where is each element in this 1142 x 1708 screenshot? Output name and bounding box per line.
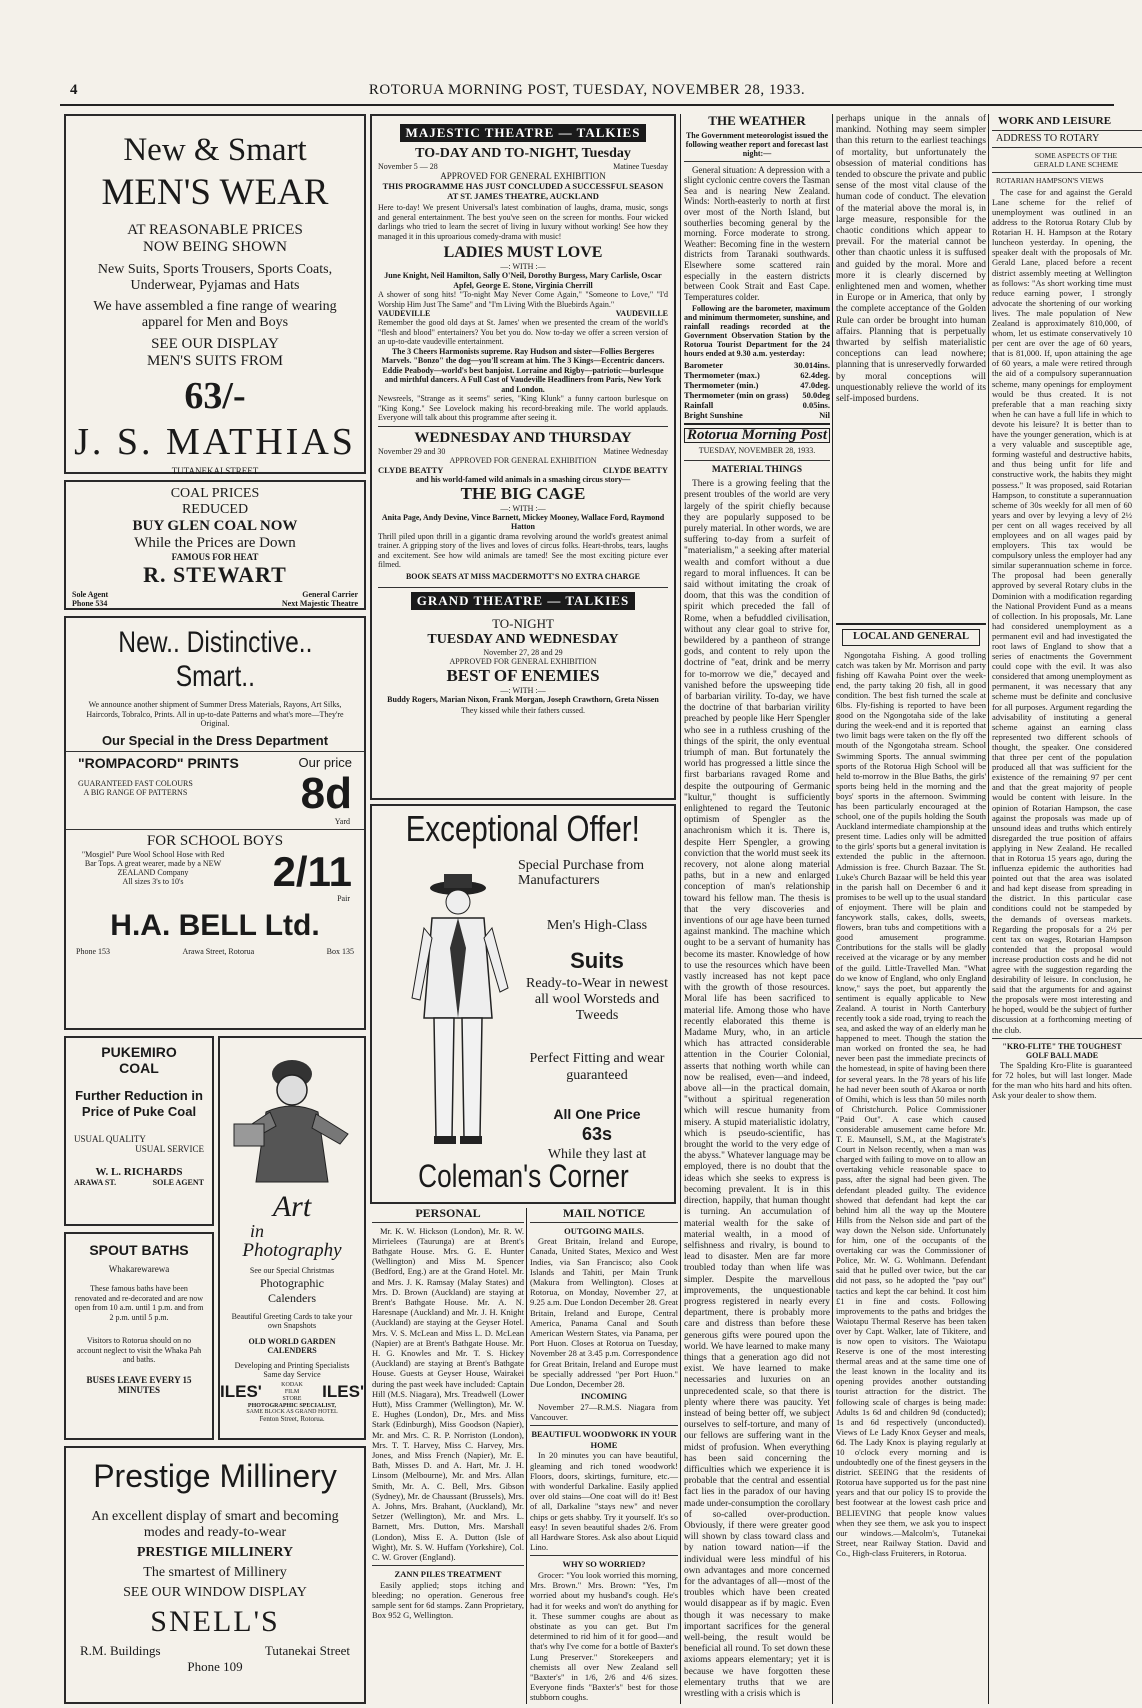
ad-bell-our-price: Our price <box>298 754 352 770</box>
ad-mathias-name: J. S. MATHIAS <box>74 421 356 463</box>
ad-spout-baths <box>64 1232 214 1440</box>
page-number: 4 <box>70 82 78 98</box>
ad-mathias-line2: MEN'S WEAR <box>101 172 329 213</box>
weather-row-value: 50.0deg <box>802 390 830 401</box>
editorial-date: TUESDAY, NOVEMBER 28, 1933. <box>698 445 816 455</box>
grand-l2: TUESDAY AND WEDNESDAY <box>427 631 619 647</box>
ad-richards <box>64 1036 214 1226</box>
ad-bell-price-row <box>78 768 352 818</box>
majestic-dates-row <box>378 162 668 171</box>
ad-bell-price2: 2/11 <box>272 847 352 895</box>
weather-row-value: 47.0deg. <box>800 380 830 391</box>
ad-bell-hose-row <box>78 847 352 895</box>
ad-bell-range: A BIG RANGE OF PATTERNS <box>83 787 188 797</box>
weather-row-label: Thermometer (max.) <box>684 370 760 381</box>
ad-spout-sub: Whakarewarewa <box>108 1264 170 1274</box>
majestic-blurb2: Thrill piled upon thrill in a gigantic drama revolving around the world's greatest animal trainer. A gripping story of the lives and loves of circus folks. Heart-throbs, tears, laughs and excitement. See how wild animals are tamed! See the most exciting picture ever filmed. <box>378 531 668 569</box>
work-sub2: SOME ASPECTS OF THE GERALD LANE SCHEME <box>1033 151 1119 170</box>
majestic-bar <box>378 124 668 142</box>
ad-iles-l7: Same day Service <box>263 1370 321 1379</box>
ad-majestic-theatre <box>370 114 676 800</box>
ad-stewart-line5: FAMOUS FOR HEAT <box>171 552 259 562</box>
worried-body: Grocer: "You look worried this morning, Mrs. Brown." Mrs. Brown: "Yes, I'm worried about my husband's cough. He's had it for weeks and won't do anything for it. These summer coughs are about as obstinate as you can get. But I'm determined to rid him of it for good—and that's why I've come for a bottle of Baxter's Lung Preserver." Storekeepers and chemists all over New Zealand sell "Baxter's" in 1/6, 2/6 and 4/6 sizes. Everyone finds "Baxter's" best for those stubborn coughs. <box>530 1570 678 1703</box>
ad-bell-yard: Yard <box>334 816 350 826</box>
majestic-beatty-right: CLYDE BEATTY <box>602 464 668 475</box>
ad-mathias-line3: AT REASONABLE PRICES <box>127 222 303 238</box>
personal-body: Mr. K. W. Hickson (London), Mr. R. W. Mirrielees (Taurunga) are at Brent's Bathgate House. Mrs. G. E. Hunter (Wellington) and Miss M. Spencer (Bedford, Eng.) are at the Grand Hotel. Mr. and Mrs. J. K. Ramsay (Malay States) and Mrs. D. Brown (Auckland) are staying at Brent's Bathgate House. Mr. A. N. Haresnape (Auckland) and Mr. J. H. Knight (Auckland) are staying at the Geyser Hotel. Mrs. V. S. McLean and Miss L. D. McLean (Napier) are at Brent's Bathgate House. Mr. H. G. Knowles and Mr. T. S. Hickey (Auckland) are staying at Brent's Bathgate House. Guests at Geyser House, Wairakei during the past week have included: Captain Hill (M.S. Niagara), Mrs. Treadwell (Lower Hutt), Miss Crammer (Wellington), Mr. W. E. Hughes (London), Dr., Mrs. and Miss Stark (Edinburgh), Miss Goodson (Napier), Mr. and Mrs. C. R. P. Norriston (London), Mrs. T. T. Harvey, Miss C. Harvey, Mrs. Jones, and Miss French (Napier), Mr. E. Bath, Misses D. and A. Hart, Mr. J. H. Linsom (Melbourne), Mr. and Mrs. Allan Smith, Mr. A. C. Bell, Mrs. Gibson (Sydney), Mr. de Chaussant (Brussels), Mrs. A. Johns, Mrs. Brahant, (Auckland), Mr. Setzer (Wellington), Mr. and Mrs. L. Barnett, Mrs. Dutton, Mrs. Marshall (London), Miss E. A. Dutton (Isle of Wight), Mr. S. W. Huffam (Yorkshire), Col. C. W. Grover (England). <box>372 1225 524 1563</box>
ad-snell-l1: An excellent display of smart and becoming modes and ready-to-wear <box>91 1509 339 1540</box>
ad-snell-footer <box>80 1643 350 1659</box>
weather-row <box>684 400 830 410</box>
ad-snell-h: Prestige Millinery <box>93 1458 337 1494</box>
mail-body: Great Britain, Ireland and Europe, Canada, United States, Mexico and West Indies, via San Francisco; also Cook Islands and Tahiti, per Main Trunk (Makura from Wellington). Closes at Rotorua, on Monday, November 27, at 9.25 a.m. Due London December 28. Great Britain, Ireland and Europe, Central America, Panama Canal and South American Western States, via Panama, per Port Huon. Closes at Rotorua on Tuesday, November 28 at 3.45 p.m. Correspondence for Great Britain, Ireland and Europe must be specially addressed "per Port Huon." Due London, December 28. <box>530 1236 678 1390</box>
majestic-news: Newsreels, "Strange as it seems" series, "King Klunk" a funny cartoon burlesque on "King Kong." See Lovelock making his record-breaking mile. The world applauds. Everyone will talk about this programme after seeing it. <box>378 394 668 422</box>
weather-row <box>684 410 830 420</box>
ad-iles-spec: PHOTOGRAPHIC SPECIALIST, <box>247 1402 337 1409</box>
mail-heading: MAIL NOTICE <box>562 1206 646 1220</box>
majestic-songs: A shower of song hits! "To-night May Never Come Again," "Someone to Love," "I'd Worship Him Just The Same" and "I'm Living With the Bluebirds Again." <box>378 290 668 309</box>
ad-bell <box>64 616 366 1030</box>
masthead <box>60 78 1114 104</box>
coleman-l3: Ready-to-Wear in newest all wool Worsteds and Tweeds <box>526 976 668 1023</box>
personal-column <box>372 1208 524 1704</box>
ad-mathias-line1: New & Smart <box>123 132 307 168</box>
coleman-h-text: Exceptional Offer! <box>405 808 641 849</box>
majestic-wed-row <box>378 447 668 456</box>
weather-row-label: Barometer <box>684 360 724 371</box>
ad-iles-name-right: ILES' <box>322 1382 364 1401</box>
ad-snell-l2: PRESTIGE MILLINERY <box>136 1545 294 1560</box>
ad-richards-l5: USUAL SERVICE <box>135 1144 204 1154</box>
coleman-suits: Suits <box>570 948 624 973</box>
majestic-beatty-left: CLYDE BEATTY <box>378 464 444 475</box>
ad-bell-box: Box 135 <box>326 946 354 956</box>
majestic-blurb: Here to-day! We present Universal's latest combination of laughs, drama, music, songs and general entertainment. The best you've seen on the screen for months. Four wicked darlings who tried to learn the secret of living in luxury without working! See how they managed it in this uproarious comedy-drama with music! <box>378 203 668 241</box>
weather-table <box>684 360 830 420</box>
ad-mathias-street: TUTANEKAI STREET <box>171 466 259 476</box>
photographer-illustration <box>220 1042 364 1192</box>
majestic-with: —: WITH :— <box>500 262 546 271</box>
ad-bell-street: Arawa Street, Rotorua <box>182 946 255 956</box>
local-heading: LOCAL AND GENERAL <box>842 629 980 646</box>
weather-intro: The Government meteorologist issued the following weather report and forecast last night:— <box>685 130 829 158</box>
ad-bell-body: We announce another shipment of Summer Dress Materials, Rayons, Art Silks, Haircords, Tobralco, Prints. All in up-to-date Patterns and what's more—They're Original. <box>86 700 344 728</box>
majestic-beatty-line: and his world-famed wild animals in a smashing circus story— <box>415 474 631 484</box>
coleman-price: 63s <box>581 1124 613 1144</box>
grand-bar <box>378 592 668 610</box>
ad-mathias-line4: NOW BEING SHOWN <box>143 239 287 255</box>
majestic-vaud-right: VAUDEVILLE <box>615 309 668 318</box>
weather-row-label: Bright Sunshine <box>684 410 743 421</box>
ad-bell-h1 <box>66 626 364 660</box>
weather-body: General situation: A depression with a slight cyclonic centre covers the Tasman Sea and is nearing New Zealand. Winds: North-easterly to north at first over most of the North Island, but southerlies becoming general by the morning. Force moderate to strong. Weather: Becoming fine in the western districts from Taranaki southwards. Elsewhere some scattered rain especially in the eastern districts between Cook Strait and East Cape. Temperatures colder. <box>684 164 830 302</box>
ad-richards-l4: USUAL QUALITY <box>74 1134 146 1144</box>
majestic-beatty-row <box>378 465 668 475</box>
ad-richards-l2: COAL <box>119 1060 159 1076</box>
ad-iles-l6: Developing and Printing Specialists <box>234 1360 350 1370</box>
local-column <box>836 114 986 1704</box>
majestic-vaud-blurb: Remember the good old days at St. James' when we presented the cream of the world's "flesh and blood" entertainers? You bet you do. Now to-day we offer a screen version of an up-to-date vaudeville entertainment. <box>378 318 668 346</box>
ad-iles <box>218 1036 366 1440</box>
ad-snell-l4: SEE OUR WINDOW DISPLAY <box>123 1585 307 1600</box>
ad-bell-boys: FOR SCHOOL BOYS <box>146 832 284 849</box>
ad-bell-special: Our Special in the Dress Department <box>101 732 329 748</box>
majestic-today: TO-DAY AND TO-NIGHT, Tuesday <box>415 146 631 161</box>
ad-richards-footer <box>74 1178 204 1187</box>
ad-bell-h2-text: Smart.. <box>175 660 255 693</box>
majestic-wed-dates: November 29 and 30 <box>378 446 446 456</box>
ad-bell-rompacord: "ROMPACORD" PRINTS <box>78 754 239 771</box>
ad-iles-l1: See our Special Christmas <box>249 1266 335 1275</box>
majestic-approved2: APPROVED FOR GENERAL EXHIBITION <box>449 455 597 465</box>
zann-heading: ZANN PILES TREATMENT <box>394 1569 502 1580</box>
weather-row-value: 0.05ins. <box>802 400 830 411</box>
majestic-wed: WEDNESDAY AND THURSDAY <box>414 429 632 446</box>
ad-richards-l1: PUKEMIRO <box>101 1044 177 1060</box>
ad-bell-guar: GUARANTEED FAST COLOURS <box>78 778 193 788</box>
weather-obs: Following are the barometer, maximum and minimum thermometer, sunshine, and rainfall readings recorded at the Government Observation Station by the Rotorua Tourist Department for the 24 hours ended at 9.30 a.m. yesterday: <box>684 304 830 359</box>
masthead-rule <box>60 104 1114 106</box>
ad-bell-hose-block <box>78 850 228 894</box>
weather-row-label: Thermometer (min on grass) <box>684 390 789 401</box>
mail-incoming-body: November 27—R.M.S. Niagara from Vancouver. <box>530 1401 678 1423</box>
man-in-suit-illustration <box>398 868 518 1148</box>
ad-bell-guar-block <box>78 779 193 817</box>
editorial-continued: perhaps unique in the annals of mankind. Nothing may seem simpler than this return to the earliest teachings of mortality, but unfortunately the obsession of material conditions has tended to obscure the private and public sense of the most vital clause of the human code of conduct. The elevation of the material above the moral is, in large measure, responsible for the chaotic conditions which appear to prevail. For the material cannot be other than chaotic unless it is suffused and guided by the moral. More and more it is clearly discerned by enlightened men and women, whether in Europe or in America, that only by the complete acceptance of the Golden Rule can order be brought into human affairs. Planning that is perpetually thwarted by selfish materialistic conceptions can lead nowhere; planning that is unreservedly forwarded by moral conceptions will unquestionably relieve the world of its self-imposed burdens. <box>836 114 986 405</box>
ad-bell-footer <box>76 947 354 956</box>
majestic-bar-text: MAJESTIC THEATRE — TALKIES <box>400 124 647 142</box>
ad-snell-right: Tutanekai Street <box>264 1643 350 1658</box>
editorial-flag: Rotorua Morning Post <box>684 428 830 443</box>
ad-stewart-line2: REDUCED <box>181 502 249 517</box>
ad-stewart-footer2 <box>72 599 358 608</box>
ad-mathias-line6: We have assembled a fine range of wearing apparel for Men and Boys <box>93 299 337 330</box>
majestic-acts: The 3 Cheers Harmonists supreme. Ray Hudson and sister—Follies Bergeres Marvels. "Bonzo" the dog—you'll scream at him. The 3 Kings—Eccentric dancers. Eddie Peabody—world's best banjoist. Lorraine and Rigby—patriotic—burlesque and mirthful dancers. A Full Cast of Vaudeville Headliners from Paris, New York and London. <box>381 346 665 394</box>
coleman-l6: While they last at <box>547 1147 647 1162</box>
ad-iles-l3: Calenders <box>268 1290 316 1305</box>
majestic-book: BOOK SEATS AT MISS MACDERMOTT'S NO EXTRA CHARGE <box>405 571 641 581</box>
ad-stewart-left: Sole Agent <box>72 590 109 599</box>
majestic-mat: Matinee Tuesday <box>613 162 668 171</box>
majestic-approved: APPROVED FOR GENERAL EXHIBITION <box>440 171 606 181</box>
ad-mathias-line7: SEE OUR DISPLAY <box>151 336 279 352</box>
ad-snell-l3: The smartest of Millinery <box>143 1565 287 1580</box>
ad-iles-addr2: Fenton Street, Rotorua. <box>259 1414 325 1423</box>
coleman-l4: Perfect Fitting and wear guaranteed <box>529 1051 665 1083</box>
personal-heading: PERSONAL <box>415 1206 481 1220</box>
masthead-title: ROTORUA MORNING POST, TUESDAY, NOVEMBER 28, 1933. <box>368 82 806 98</box>
ad-bell-price1: 8d <box>300 768 352 818</box>
ad-bell-sizes: All sizes 3's to 10's <box>122 876 184 886</box>
coleman-name <box>372 1158 674 1195</box>
coleman-l1: Special Purchase from Manufacturers <box>518 858 644 888</box>
grand-with: —: WITH :— <box>500 685 546 695</box>
grand-tag: They kissed while their fathers cussed. <box>461 706 585 715</box>
majestic-dates: November 5 — 28 <box>378 162 438 171</box>
work-sub: ADDRESS TO ROTARY <box>996 132 1100 144</box>
coleman-h <box>372 808 674 850</box>
coleman-l2: Men's High-Class <box>546 918 648 933</box>
ad-iles-name-row <box>220 1382 364 1403</box>
ad-spout-bus: BUSES LEAVE EVERY 15 MINUTES <box>86 1374 192 1395</box>
weather-row-value: 30.014ins. <box>794 360 830 371</box>
ad-stewart-line4: While the Prices are Down <box>134 535 296 551</box>
weather-row <box>684 360 830 370</box>
ad-spout-h: SPOUT BATHS <box>89 1242 189 1258</box>
ad-mathias-line8: MEN'S SUITS FROM <box>146 353 284 369</box>
grand-approved: APPROVED FOR GENERAL EXHIBITION <box>449 656 597 666</box>
kro-heading: "KRO-FLITE" THE TOUGHEST GOLF BALL MADE <box>1002 1041 1122 1060</box>
ad-mathias <box>64 114 366 474</box>
ad-iles-in: in <box>250 1221 265 1241</box>
majestic-with2: —: WITH :— <box>500 503 546 513</box>
work-sub3: ROTARIAN HAMPSON'S VIEWS <box>996 176 1104 186</box>
woodwork-body: In 20 minutes you can have beautiful, gleaming and rich toned woodwork! Floors, doors, skirtings, furniture, etc.—with wonderful Darkaline. Easily applied over old stains—One coat will do it! Best of all, Darkaline "stays new" and never chips or gets shabby. Try it yourself. It's so easy! In seven beautiful shades 2/6. From all Hardware Stores. Ask also about Liquid Lino. <box>530 1450 678 1553</box>
weather-row-label: Thermometer (min.) <box>684 380 759 391</box>
editorial-body: There is a growing feeling that the present troubles of the world are very largely of the spirit chiefly because they are popularly supposed to be purely material. In other words, we are suffering to-day from a surfeit of "materialism," a seeking after material wealth and comfort without a due regard to moral influences. It can be said without imitating the croak of doom, that this was the condition of spirit which preceded the fall of Rome, when a befuddled civilisation, without any clear goal to strive for, bewildered by a pantheon of strange gods, and content to rely upon the doctrine of "eat, drink and be merry for to-morrow we die," decayed and vanished before the upsweeping tide of barbarian virility. To-day, we have the doctrine of that barbarian virility preached by people like Herr Spengler who see in a ruthless crushing of the things of the spirit, the only eventual triumph of man. But fortunately the world has progressed a little since the first barbarians ravaged Rome and despite the outpouring of Germanic "kultur," thought is sufficiently enlightened to regard the Teutonic optimism of Spengler as the anachronism which it is. There is, despite Herr Spengler, a growing conviction that the world must seek its recovery, not alone along material paths, but in a new and enlarged conception of man's relationship toward his fellow man. The thesis is that the very discoveries and inventions of our age have been turned against mankind. The machine which ought to be a servant of humanity has become its master. Knowledge of how to use the resources which have been vastly increased has not kept pace with the growth of those resources. Moral life has been sacrificed to material life. Among those who have recently elaborated this theme is Madame Mury, who, in an article which has attracted considerable attention in the Courier Colonial, asserts that nothing worth while can now be realised, even—and indeed, above all—in the practical domain, "without a spiritual regeneration which will rescue humanity from misery. A stupid materialistic idolatry, which is pseudo-scientific, has brought the world to the very edge of the abyss." Whatever language may be employed, there is no doubt that the ideas which she seeks to express is becoming prevalent. It is in this direction, happily, that human thought is turning. An accumulation of material wealth for the sake of material wealth, in a mood of selfishness and rivalry, is bound to lead to disaster. Men are far more troubled today than when life was simpler. Despite the marvellous improvements, the unquestionable progress registered in nearly every department, there is probably more care and distress than before these generous gifts were poured upon the world. We have learned to make many things that a generation ago did not exist. We have learned to make necessaries and luxuries on an unprecedented scale, so that there is plenty where there was paucity. Yet instead of being better off, we subject ourselves to self-torture, and many of our fellows are suffering want in the midst of profusion. When everything has been said concerning the difficulties which we experience it is probable that the central and essential fact lies in the paradox of our having made under-consumption the corollary of so-called over-production. Obviously, if there were greater good will shown by class toward class and by nation toward nation—if the individual were less mindful of his own advantages and more concerned for the advantages of all—most of the troubles which have been created would disappear as if by magic. Even though it was necessary to make important sacrifices for the general well-being, the result would be beneficial all round. To set down these axioms appears elementary; yet it is because we have forgotten these elementary truths that we are wrestling with a crisis which is <box>684 479 830 1700</box>
ad-bell-h1-text: New.. Distinctive.. <box>117 626 313 659</box>
ad-mathias-line5: New Suits, Sports Trousers, Sports Coats, Underwear, Pyjamas and Hats <box>97 262 333 293</box>
ad-stewart-name: R. STEWART <box>143 562 287 587</box>
majestic-vaud-left: VAUDEVILLE <box>378 309 431 318</box>
grand-cast: Buddy Rogers, Marian Nixon, Frank Morgan, Joseph Crawthorn, Greta Nissen <box>387 694 659 704</box>
weather-row-value: Nil <box>819 410 830 421</box>
ad-iles-l4: Beautiful Greeting Cards to take your own Snapshots <box>231 1311 353 1330</box>
ad-bell-phone: Phone 153 <box>76 946 110 956</box>
majestic-cast2: Anita Page, Andy Devine, Vince Barnett, Mickey Mooney, Wallace Ford, Raymond Hatton <box>381 512 665 531</box>
mail-incoming: INCOMING <box>580 1391 628 1402</box>
ad-iles-art: Art <box>272 1190 312 1223</box>
ad-richards-st: ARAWA ST. <box>74 1178 117 1187</box>
ad-stewart-phone: Phone 534 <box>72 599 108 608</box>
ad-stewart-next: Next Majestic Theatre <box>281 599 358 608</box>
ad-snell-left: R.M. Buildings <box>80 1643 161 1658</box>
local-body: Ngongotaha Fishing. A good trolling catch was taken by Mr. Morrison and party fishing off Kawaha Point over the week-end, the party taking 20 fish, all in good condition. The best fish turned the scale at 6lbs. Fly-fishing is reported to have been good on the Ngongotaha side of the lake during the week-end and it is reported that two limit bags were taken on the fly off the mouth of the Ngongotaha stream. School Swimming Sports. The annual swimming sports of the Rotorua High School will be held to-morrow in the Blue Baths, the girls' sports being held in the morning and the boys' sports in the afternoon. Swimming has been particularly encouraged at the school, one of the pupils holding the South Auckland intermediate championship at the present time. Ladies only will be admitted to the girls' sports but a general invitation is extended the public in the afternoon. Admission is free. Church Bazaar. The St. Luke's Church Bazaar will be held this year in the parish hall on December 6 and it promises to be well up to the usual standard of enjoyment. There will be plain and fancywork stalls, cakes, dolls, sweets, flowers, bran tubs and competitions with a good amusement programme. Contributions for the stalls will be gladly received at the vicarage or by any member of the guild. Little-Travelled Man. "What do we know of England, who only England know," says the poet, but apparently the sentiment is equally applicable to New Zealand. A tourist in North Canterbury recently took a side road, trying to reach the sea, and asked the way of an elderly man he happened to meet. Though the station the man worked on fronted the sea, he had never been past the immediate precincts of the homestead, in spite of having been there for several years. In the 78 years of his life he had never been south of Akaroa or north of Omihi, which is less than 50 miles north of Christchurch. Police Commissioner "Paid Out". A case which caused considerable amusement came before Mr. T. E. Maunsell, S.M., at the Magistrate's Court in Nelson recently, when a man was charged with failing to move on to allow an overtaking vehicle reasonable space to pass, after the signal had been given. The defendant pleaded guilty. The evidence showed that defendant had kept the car behind him all the way up the Moutere Hills from the Nelson side and part of the way down the Nelson side. Unfortunately for him, one of the occupants of the overtaking car was the Commissioner of Police, Mr. W. G. Wohlmann. Defendant said that he pulled over twice, but the car did not pass, so he adopted the "pay out" tactics and kept the car behind. It cost him £1 in fine and costs. Following improvements to the paths and bridges the Waiotapu Thermal Reserve has been taken over by Capt. Walker, late of Tikitere, and is now open to visitors. The Waiotapu Reserve is one of the most interesting thermal areas and at the same time one of the least known in the locality and its opening provides another outstanding tourist attraction for the district. The following scale of charges is being made: Adults 1s 6d and children 9d (conducted); 1s and 6d respectively (unconducted). Views of Le Lady Knox Geyser and meals, 6d. The Lady Knox is playing regularly at 10 o'clock every morning and is undoubtedly one of the finest geysers in the district. SEEING that the residents of Rotorua have supported us for the past nine years and that our policy IS to provide the best footwear at the lowest cash price and BELIEVING that people know values when they see them, we ask you to inspect our windows.—Malcolm's, Tutanekai Street, near Railway Station. David and Co., High-class Fruiterers, in Rotorua. <box>836 649 986 1558</box>
ad-mathias-price: 63/- <box>184 375 246 417</box>
majestic-vaud-row <box>378 309 668 318</box>
grand-bar-text: GRAND THEATRE — TALKIES <box>411 592 635 610</box>
ad-stewart-right: General Carrier <box>302 590 358 599</box>
ad-stewart-line1: COAL PRICES <box>170 486 260 501</box>
editorial-column <box>684 114 830 1704</box>
work-leisure-column <box>992 114 1132 1704</box>
ad-stewart-line3: BUY GLEN COAL NOW <box>132 518 298 534</box>
majestic-cast: June Knight, Neil Hamilton, Sally O'Neil, Dorothy Burgess, Mary Carlisle, Oscar Apfel, George E. Stone, Virginia Cherrill <box>384 271 662 290</box>
grand-title: BEST OF ENEMIES <box>446 665 600 685</box>
ad-iles-photo: Photography <box>242 1240 342 1261</box>
ad-iles-addr: SAME BLOCK AS GRAND HOTEL <box>246 1408 338 1415</box>
coleman-name-text: Coleman's Corner <box>417 1158 629 1194</box>
majestic-title: LADIES MUST LOVE <box>443 244 603 261</box>
ad-snell <box>64 1446 366 1704</box>
ad-snell-name: SNELL'S <box>150 1605 280 1638</box>
ad-iles-l2: Photographic <box>260 1275 324 1290</box>
ad-spout-vis: Visitors to Rotorua should on no account neglect to visit the Whaka Pah and baths. <box>76 1336 202 1364</box>
ad-bell-mosgiel: "Mosgiel" Pure Wool School Hose with Red Bar Tops. A great wearer, made by a NEW ZEALAND Company <box>81 849 225 877</box>
ad-bell-pair: Pair <box>337 893 350 903</box>
work-heading: WORK AND LEISURE <box>998 115 1112 127</box>
grand-dates: November 27, 28 and 29 <box>483 647 563 657</box>
weather-row <box>684 390 830 400</box>
weather-row-value: 62.4deg. <box>800 370 830 381</box>
ad-coleman <box>370 804 676 1204</box>
mail-outgoing: OUTGOING MAILS. <box>564 1225 644 1236</box>
ad-richards-name: W. L. RICHARDS <box>95 1166 183 1178</box>
ad-stewart-footer <box>72 590 358 599</box>
woodwork-heading: BEAUTIFUL WOODWORK IN YOUR HOME <box>531 1429 677 1450</box>
kro-body: The Spalding Kro-Flite is guaranteed for 72 holes, but will last longer. Made for the man who hits hard and hits often. Ask your dealer to show them. <box>992 1059 1132 1100</box>
majestic-title2: THE BIG CAGE <box>460 483 586 503</box>
weather-row <box>684 380 830 390</box>
editorial-heading: MATERIAL THINGS <box>711 464 803 475</box>
work-body: The case for and against the Gerald Lane scheme for the relief of unemployment was outlined in an address to the Rotorua Rotary Club by Rotarian H. H. Hampson at the Rotary luncheon yesterday. In opening, the speaker dealt with the proposals of Mr. Gerald Lane, placed before a recent district assembly meeting at Wellington as follows: "As short working time must reduce earning power, I strongly advocate the shortening of our working lives. The male population of New Zealand is approximately 810,000, of whom, let us estimate conservatively 10 per cent are over the age of 60 years, that is 81,000. If, upon attaining the age of 60 years, a male were retired through the aid of a compulsory superannuation scheme, many openings for employment would be thus created. It is not preferable that a man reaching sixty when he can have a full life in which to devote his leisure? It is better than to have the younger generation, which is at a very valuable and susceptible age, forming wasteful and destructive habits, and thus being unfit for life and constructive work, the habits they might possess." It was proposed, said Rotarian Hampson, to constitute a superannuation scheme of 30s weekly for all men of 60 years and over by levying a levy of 2½ per cent on all wages received by all employees and on all wages paid by employers. This tax would be compulsory unless the employer had any similar superannuation scheme in force. The proposal had been generally approved by several Rotary clubs in the Dominion with a modification regarding the National Provident Fund as a means of collection. In his proposals, Mr. Lane had considered unemployment as a permanent evil and had investigated the root laws of England to show that a series of enactments the Government could cope with the evil. It was also considered that among unemployment as permanent, it was necessary that any scheme must be definite and conclusive for all purposes. Argument regarding the advisability of instituting a general scheme against an earning class represented two different schools of thought, the speaker. One considered that three per cent of the population produced all that was sufficient for the existence of the remaining 97 per cent and that the great majority of people would be content with leisure. In the opinion of Rotarian Hampson, the case against the proposals was made up of unsound ideas and truths which entirely disregarded the true position of affairs applying in New Zealand. He recalled that in Rotorua 15 years ago, during the influenza epidemic the authorities had pointed out that the area was isolated and had kept disease from spreading in the district. In this particular case conditions could not be stampeded by the demands of overseas markets. Regarding the proposals for a 2½ per cent tax on wages, Rotarian Hampson contended that the proposal would increase production costs and he did not agree with the suggestion regarding the desirability of leisure. In conclusion, he said that the arguments for and against the proposals were most interesting and he hoped, would be the subject of further discussion at a forthcoming meeting of the club. <box>992 186 1132 1035</box>
ad-snell-phone: Phone 109 <box>187 1659 243 1674</box>
zann-body: Easily applied; stops itching and bleeding; no operation. Generous free sample sent for 6d stamps. Zann Proprietary, Box 952 G, Wellington. <box>372 1579 524 1620</box>
majestic-wed-mat: Matinee Wednesday <box>603 446 668 456</box>
ad-richards-agent: SOLE AGENT <box>152 1178 204 1187</box>
grand-l1: TO-NIGHT <box>492 615 554 631</box>
ad-iles-kodak: KODAK FILM STORE <box>281 1381 303 1402</box>
ad-bell-name: H.A. BELL Ltd. <box>110 908 320 942</box>
weather-row-label: Rainfall <box>684 400 714 411</box>
ad-stewart <box>64 480 366 610</box>
ad-iles-l5: OLD WORLD GARDEN CALENDERS <box>248 1336 336 1355</box>
weather-row <box>684 370 830 380</box>
majestic-prog: THIS PROGRAMME HAS JUST CONCLUDED A SUCCESSFUL SEASON AT ST. JAMES THEATRE, AUCKLAND <box>382 181 664 201</box>
mail-column <box>530 1208 678 1704</box>
coleman-l5: All One Price <box>553 1106 641 1122</box>
ad-spout-body: These famous baths have been renovated and re-decorated and are now open from 10 a.m. until 1 p.m. and from 2 p.m. until 5 p.m. <box>74 1284 204 1322</box>
ad-iles-name-left: ILES' <box>220 1382 262 1401</box>
worried-heading: WHY SO WORRIED? <box>562 1559 646 1570</box>
ad-bell-h2 <box>66 660 364 694</box>
weather-heading: THE WEATHER <box>708 113 806 128</box>
ad-richards-l3: Further Reduction in Price of Puke Coal <box>75 1088 203 1119</box>
